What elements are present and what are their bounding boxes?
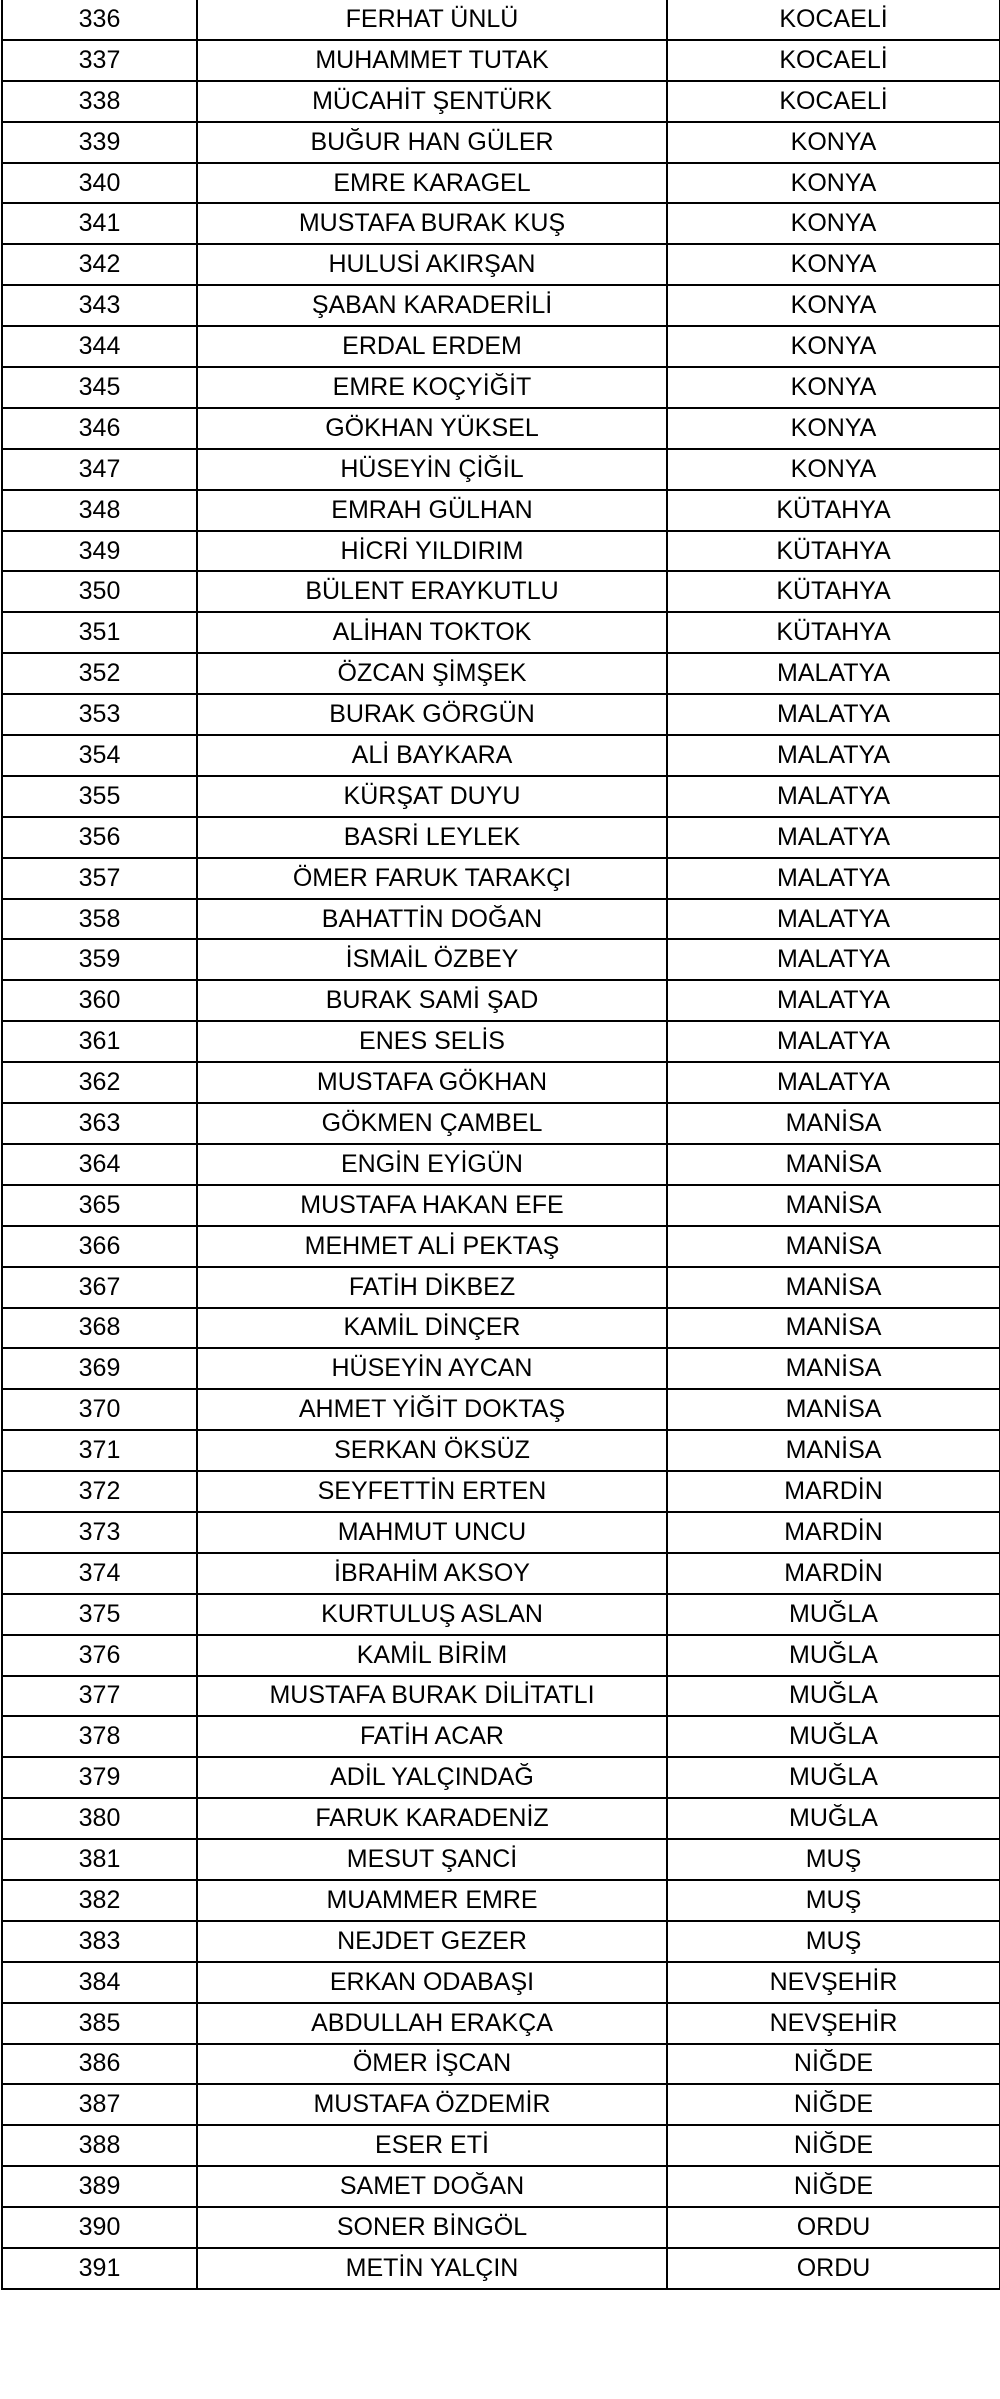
table-row: [2, 1839, 1000, 1880]
person-name-cell: BURAK SAMİ ŞAD: [197, 980, 667, 1021]
row-number-cell: 364: [2, 1144, 197, 1185]
row-number-cell: 389: [2, 2166, 197, 2207]
table-row: [2, 1880, 1000, 1921]
row-number-cell: 376: [2, 1635, 197, 1676]
city-cell: MALATYA: [667, 817, 1000, 858]
row-number-cell: 371: [2, 1430, 197, 1471]
row-number-cell: 356: [2, 817, 197, 858]
person-name-cell: ABDULLAH ERAKÇA: [197, 2003, 667, 2044]
city-cell: MALATYA: [667, 939, 1000, 980]
person-name-cell: ÖMER İŞCAN: [197, 2044, 667, 2085]
row-number-cell: 338: [2, 81, 197, 122]
row-number-cell: 375: [2, 1594, 197, 1635]
table-row: [2, 1308, 1000, 1349]
row-number-cell: 385: [2, 2003, 197, 2044]
table-row: [2, 1062, 1000, 1103]
city-cell: MUĞLA: [667, 1635, 1000, 1676]
city-cell: KÜTAHYA: [667, 490, 1000, 531]
row-number-cell: 366: [2, 1226, 197, 1267]
row-number-cell: 390: [2, 2207, 197, 2248]
person-name-cell: ADİL YALÇINDAĞ: [197, 1757, 667, 1798]
row-number-cell: 378: [2, 1716, 197, 1757]
person-name-cell: KURTULUŞ ASLAN: [197, 1594, 667, 1635]
city-cell: MALATYA: [667, 899, 1000, 940]
person-name-cell: EMRAH GÜLHAN: [197, 490, 667, 531]
table-row: [2, 899, 1000, 940]
roster-table: [1, 0, 1000, 2290]
row-number-cell: 358: [2, 899, 197, 940]
table-row: [2, 244, 1000, 285]
table-row: [2, 285, 1000, 326]
table-row: [2, 2084, 1000, 2125]
city-cell: KONYA: [667, 122, 1000, 163]
person-name-cell: GÖKMEN ÇAMBEL: [197, 1103, 667, 1144]
city-cell: MANİSA: [667, 1348, 1000, 1389]
city-cell: MANİSA: [667, 1389, 1000, 1430]
row-number-cell: 381: [2, 1839, 197, 1880]
row-number-cell: 337: [2, 40, 197, 81]
city-cell: MANİSA: [667, 1103, 1000, 1144]
roster-table-body: [2, 0, 1000, 2289]
row-number-cell: 348: [2, 490, 197, 531]
person-name-cell: MAHMUT UNCU: [197, 1512, 667, 1553]
table-row: [2, 2166, 1000, 2207]
table-row: [2, 2003, 1000, 2044]
row-number-cell: 372: [2, 1471, 197, 1512]
table-row: [2, 694, 1000, 735]
table-row: [2, 122, 1000, 163]
city-cell: MALATYA: [667, 980, 1000, 1021]
row-number-cell: 347: [2, 449, 197, 490]
row-number-cell: 362: [2, 1062, 197, 1103]
city-cell: MUŞ: [667, 1880, 1000, 1921]
table-row: [2, 2248, 1000, 2289]
row-number-cell: 368: [2, 1308, 197, 1349]
person-name-cell: ÖZCAN ŞİMŞEK: [197, 653, 667, 694]
city-cell: KÜTAHYA: [667, 531, 1000, 572]
city-cell: MANİSA: [667, 1430, 1000, 1471]
person-name-cell: BURAK GÖRGÜN: [197, 694, 667, 735]
person-name-cell: ENGİN EYİGÜN: [197, 1144, 667, 1185]
table-row: [2, 449, 1000, 490]
city-cell: MUĞLA: [667, 1594, 1000, 1635]
city-cell: MALATYA: [667, 735, 1000, 776]
row-number-cell: 388: [2, 2125, 197, 2166]
row-number-cell: 352: [2, 653, 197, 694]
city-cell: MANİSA: [667, 1267, 1000, 1308]
person-name-cell: ALİHAN TOKTOK: [197, 612, 667, 653]
row-number-cell: 370: [2, 1389, 197, 1430]
table-row: [2, 1226, 1000, 1267]
city-cell: NİĞDE: [667, 2125, 1000, 2166]
city-cell: KOCAELİ: [667, 81, 1000, 122]
row-number-cell: 360: [2, 980, 197, 1021]
city-cell: KONYA: [667, 244, 1000, 285]
table-row: [2, 735, 1000, 776]
row-number-cell: 351: [2, 612, 197, 653]
city-cell: NEVŞEHİR: [667, 2003, 1000, 2044]
city-cell: MARDİN: [667, 1512, 1000, 1553]
city-cell: KOCAELİ: [667, 0, 1000, 40]
row-number-cell: 350: [2, 571, 197, 612]
person-name-cell: EMRE KARAGEL: [197, 163, 667, 204]
row-number-cell: 341: [2, 203, 197, 244]
row-number-cell: 373: [2, 1512, 197, 1553]
table-row: [2, 1757, 1000, 1798]
table-row: [2, 1103, 1000, 1144]
city-cell: ORDU: [667, 2248, 1000, 2289]
person-name-cell: GÖKHAN YÜKSEL: [197, 408, 667, 449]
person-name-cell: MUSTAFA BURAK DİLİTATLI: [197, 1676, 667, 1717]
city-cell: NİĞDE: [667, 2044, 1000, 2085]
person-name-cell: MUSTAFA GÖKHAN: [197, 1062, 667, 1103]
person-name-cell: HÜSEYİN ÇİĞİL: [197, 449, 667, 490]
city-cell: NİĞDE: [667, 2166, 1000, 2207]
row-number-cell: 355: [2, 776, 197, 817]
table-row: [2, 81, 1000, 122]
row-number-cell: 382: [2, 1880, 197, 1921]
person-name-cell: SAMET DOĞAN: [197, 2166, 667, 2207]
table-row: [2, 490, 1000, 531]
person-name-cell: MUSTAFA BURAK KUŞ: [197, 203, 667, 244]
row-number-cell: 361: [2, 1021, 197, 1062]
row-number-cell: 349: [2, 531, 197, 572]
city-cell: KÜTAHYA: [667, 612, 1000, 653]
table-row: [2, 1594, 1000, 1635]
city-cell: MALATYA: [667, 1062, 1000, 1103]
row-number-cell: 354: [2, 735, 197, 776]
row-number-cell: 346: [2, 408, 197, 449]
table-row: [2, 1471, 1000, 1512]
person-name-cell: MUSTAFA ÖZDEMİR: [197, 2084, 667, 2125]
person-name-cell: SERKAN ÖKSÜZ: [197, 1430, 667, 1471]
city-cell: KÜTAHYA: [667, 571, 1000, 612]
city-cell: MARDİN: [667, 1471, 1000, 1512]
table-row: [2, 1389, 1000, 1430]
table-row: [2, 40, 1000, 81]
row-number-cell: 367: [2, 1267, 197, 1308]
person-name-cell: AHMET YİĞİT DOKTAŞ: [197, 1389, 667, 1430]
row-number-cell: 380: [2, 1798, 197, 1839]
person-name-cell: KAMİL BİRİM: [197, 1635, 667, 1676]
city-cell: MANİSA: [667, 1226, 1000, 1267]
person-name-cell: BAHATTİN DOĞAN: [197, 899, 667, 940]
person-name-cell: MUSTAFA HAKAN EFE: [197, 1185, 667, 1226]
city-cell: MALATYA: [667, 858, 1000, 899]
row-number-cell: 387: [2, 2084, 197, 2125]
table-row: [2, 163, 1000, 204]
person-name-cell: ERDAL ERDEM: [197, 326, 667, 367]
person-name-cell: BUĞUR HAN GÜLER: [197, 122, 667, 163]
person-name-cell: HİCRİ YILDIRIM: [197, 531, 667, 572]
person-name-cell: İBRAHİM AKSOY: [197, 1553, 667, 1594]
row-number-cell: 374: [2, 1553, 197, 1594]
person-name-cell: BASRİ LEYLEK: [197, 817, 667, 858]
city-cell: MUŞ: [667, 1921, 1000, 1962]
row-number-cell: 384: [2, 1962, 197, 2003]
person-name-cell: SEYFETTİN ERTEN: [197, 1471, 667, 1512]
person-name-cell: FERHAT ÜNLÜ: [197, 0, 667, 40]
table-row: [2, 531, 1000, 572]
person-name-cell: MEHMET ALİ PEKTAŞ: [197, 1226, 667, 1267]
city-cell: MARDİN: [667, 1553, 1000, 1594]
person-name-cell: MUAMMER EMRE: [197, 1880, 667, 1921]
city-cell: MUĞLA: [667, 1676, 1000, 1717]
table-row: [2, 326, 1000, 367]
person-name-cell: ALİ BAYKARA: [197, 735, 667, 776]
city-cell: MALATYA: [667, 653, 1000, 694]
city-cell: MUĞLA: [667, 1757, 1000, 1798]
table-row: [2, 612, 1000, 653]
city-cell: MALATYA: [667, 694, 1000, 735]
row-number-cell: 340: [2, 163, 197, 204]
table-row: [2, 1553, 1000, 1594]
row-number-cell: 386: [2, 2044, 197, 2085]
person-name-cell: ENES SELİS: [197, 1021, 667, 1062]
city-cell: MUŞ: [667, 1839, 1000, 1880]
table-row: [2, 980, 1000, 1021]
person-name-cell: ESER ETİ: [197, 2125, 667, 2166]
table-row: [2, 1144, 1000, 1185]
person-name-cell: EMRE KOÇYİĞİT: [197, 367, 667, 408]
person-name-cell: KAMİL DİNÇER: [197, 1308, 667, 1349]
person-name-cell: MESUT ŞANCİ: [197, 1839, 667, 1880]
person-name-cell: İSMAİL ÖZBEY: [197, 939, 667, 980]
table-row: [2, 1348, 1000, 1389]
person-name-cell: HULUSİ AKIRŞAN: [197, 244, 667, 285]
person-name-cell: FATİH ACAR: [197, 1716, 667, 1757]
row-number-cell: 363: [2, 1103, 197, 1144]
table-row: [2, 939, 1000, 980]
table-row: [2, 1430, 1000, 1471]
table-row: [2, 2207, 1000, 2248]
person-name-cell: HÜSEYİN AYCAN: [197, 1348, 667, 1389]
city-cell: KONYA: [667, 203, 1000, 244]
person-name-cell: SONER BİNGÖL: [197, 2207, 667, 2248]
row-number-cell: 339: [2, 122, 197, 163]
person-name-cell: BÜLENT ERAYKUTLU: [197, 571, 667, 612]
table-row: [2, 1798, 1000, 1839]
person-name-cell: FARUK KARADENİZ: [197, 1798, 667, 1839]
person-name-cell: KÜRŞAT DUYU: [197, 776, 667, 817]
table-row: [2, 653, 1000, 694]
city-cell: MALATYA: [667, 1021, 1000, 1062]
row-number-cell: 383: [2, 1921, 197, 1962]
row-number-cell: 365: [2, 1185, 197, 1226]
table-row: [2, 0, 1000, 40]
table-row: [2, 571, 1000, 612]
city-cell: KONYA: [667, 367, 1000, 408]
city-cell: NİĞDE: [667, 2084, 1000, 2125]
row-number-cell: 344: [2, 326, 197, 367]
person-name-cell: NEJDET GEZER: [197, 1921, 667, 1962]
row-number-cell: 377: [2, 1676, 197, 1717]
table-row: [2, 1716, 1000, 1757]
city-cell: KONYA: [667, 449, 1000, 490]
city-cell: KOCAELİ: [667, 40, 1000, 81]
city-cell: ORDU: [667, 2207, 1000, 2248]
city-cell: KONYA: [667, 326, 1000, 367]
table-row: [2, 858, 1000, 899]
table-row: [2, 1676, 1000, 1717]
person-name-cell: ÖMER FARUK TARAKÇI: [197, 858, 667, 899]
row-number-cell: 391: [2, 2248, 197, 2289]
table-row: [2, 408, 1000, 449]
row-number-cell: 345: [2, 367, 197, 408]
table-row: [2, 367, 1000, 408]
table-row: [2, 817, 1000, 858]
row-number-cell: 336: [2, 0, 197, 40]
person-name-cell: ŞABAN KARADERİLİ: [197, 285, 667, 326]
city-cell: MUĞLA: [667, 1798, 1000, 1839]
row-number-cell: 342: [2, 244, 197, 285]
row-number-cell: 379: [2, 1757, 197, 1798]
city-cell: MUĞLA: [667, 1716, 1000, 1757]
table-row: [2, 1962, 1000, 2003]
city-cell: MALATYA: [667, 776, 1000, 817]
person-name-cell: MUHAMMET TUTAK: [197, 40, 667, 81]
table-row: [2, 2044, 1000, 2085]
table-row: [2, 203, 1000, 244]
table-row: [2, 1512, 1000, 1553]
row-number-cell: 369: [2, 1348, 197, 1389]
row-number-cell: 353: [2, 694, 197, 735]
table-row: [2, 776, 1000, 817]
table-row: [2, 1635, 1000, 1676]
city-cell: MANİSA: [667, 1185, 1000, 1226]
person-name-cell: FATİH DİKBEZ: [197, 1267, 667, 1308]
table-row: [2, 1267, 1000, 1308]
city-cell: MANİSA: [667, 1144, 1000, 1185]
row-number-cell: 343: [2, 285, 197, 326]
table-row: [2, 1921, 1000, 1962]
city-cell: KONYA: [667, 408, 1000, 449]
person-name-cell: MÜCAHİT ŞENTÜRK: [197, 81, 667, 122]
row-number-cell: 359: [2, 939, 197, 980]
person-name-cell: ERKAN ODABAŞI: [197, 1962, 667, 2003]
city-cell: NEVŞEHİR: [667, 1962, 1000, 2003]
person-name-cell: METİN YALÇIN: [197, 2248, 667, 2289]
table-row: [2, 1185, 1000, 1226]
city-cell: KONYA: [667, 163, 1000, 204]
table-row: [2, 2125, 1000, 2166]
city-cell: MANİSA: [667, 1308, 1000, 1349]
city-cell: KONYA: [667, 285, 1000, 326]
row-number-cell: 357: [2, 858, 197, 899]
table-row: [2, 1021, 1000, 1062]
